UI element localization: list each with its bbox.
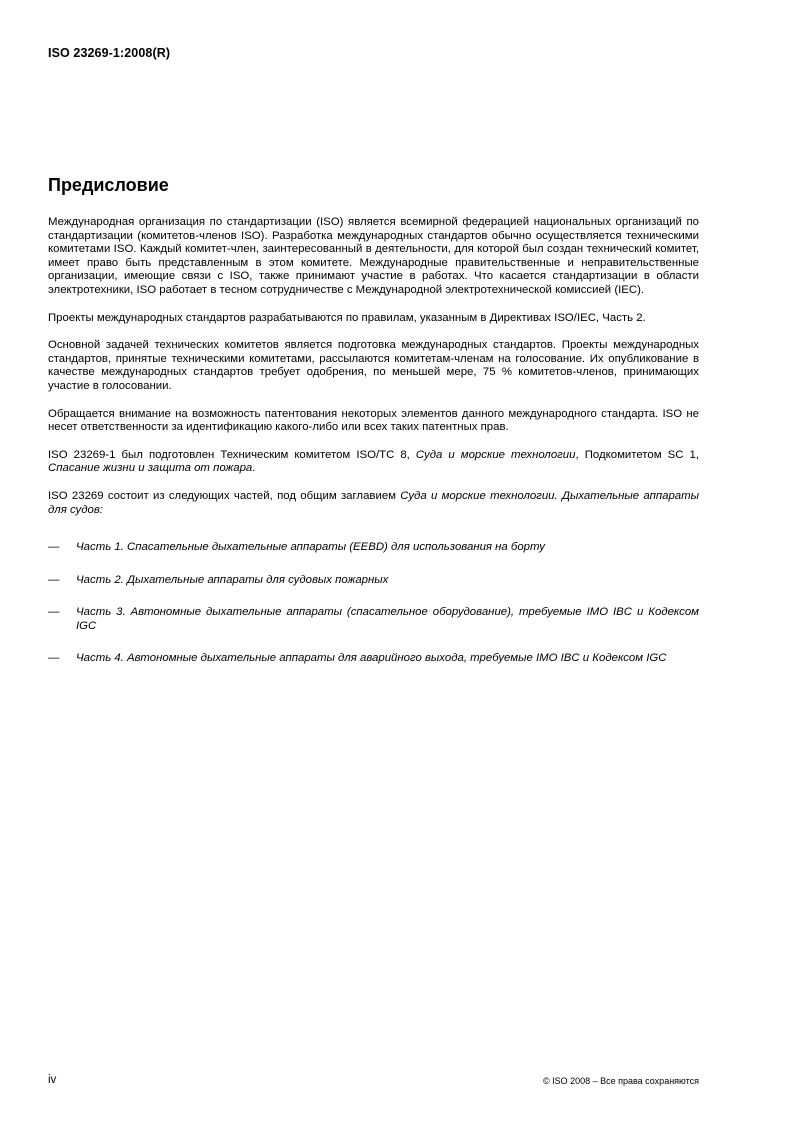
dash-bullet: — [48, 573, 60, 586]
document-id: ISO 23269-1:2008(R) [48, 46, 171, 60]
paragraph-5-text-c: , Подкомитетом SC 1, [575, 448, 699, 461]
foreword-body [48, 216, 699, 685]
list-item-text: Часть 1. Спасательные дыхательные аппараты (EEBD) для использования на борту [76, 541, 545, 554]
copyright-notice: © ISO 2008 – Все права сохраняются [542, 1076, 699, 1086]
list-item [48, 652, 699, 666]
dash-bullet: — [48, 541, 60, 554]
paragraph-2: Проекты международных стандартов разрабатываются по правилам, указанным в Директивах ISO/IEC, Часть 2. [48, 311, 646, 324]
paragraph-5-text-a: ISO 23269-1 был подготовлен Техническим комитетом ISO/TC 8, [48, 448, 416, 461]
paragraph-5 [48, 449, 699, 476]
list-item-text: Часть 3. Автономные дыхательные аппараты (спасательное оборудование), требуемые IMO IBC и Кодексом IGC [76, 606, 699, 632]
paragraph-4: Обращается внимание на возможность патентования некоторых элементов данного международного стандарта. ISO не несет ответственности за идентификацию какого-либо или всех таких патентных прав. [48, 407, 699, 434]
dash-bullet: — [48, 652, 60, 665]
list-item [48, 541, 699, 555]
page-number: iv [48, 1074, 57, 1086]
committee-title: Суда и морские технологии [415, 448, 576, 461]
list-item-text: Часть 2. Дыхательные аппараты для судовых пожарных [76, 573, 389, 586]
paragraph-6 [48, 490, 699, 517]
paragraph-3: Основной задачей технических комитетов является подготовка международных стандартов. Проекты международных стандартов, принятые техническими комитетами, рассылаются комитетам-членам на голосование. Их опубликование в качестве международных стандартов требует одобрения, по меньшей мере, 75 % комитетов-членов, принимающих участие в голосовании. [48, 339, 699, 392]
parts-list [48, 541, 699, 666]
list-item [48, 574, 699, 588]
general-title: Суда и морские технологии. Дыхательные аппараты для судов: [48, 489, 699, 516]
list-item-text: Часть 4. Автономные дыхательные аппараты для аварийного выхода, требуемые IMO IBC и Кодексом IGC [76, 652, 667, 665]
paragraph-5-text-e: . [252, 462, 256, 475]
paragraph-6-text-a: ISO 23269 состоит из следующих частей, под общим заглавием [48, 489, 401, 502]
dash-bullet: — [48, 606, 60, 619]
subcommittee-title: Спасание жизни и защита от пожара [48, 462, 253, 475]
list-item [48, 606, 699, 633]
paragraph-1: Международная организация по стандартизации (ISO) является всемирной федерацией национальных организаций по стандартизации (комитетов-членов ISO). Разработка международных стандартов обычно осуществляется техническими комитетами ISO. Каждый комитет-член, заинтересованный в деятельности, для которой был создан технический комитет, имеет право быть представленным в этом комитете. Международные правительственные и неправительственные организации, имеющие связи с ISO, также принимают участие в работах. Что касается стандартизации в области электротехники, ISO работает в тесном сотрудничестве с Международной электротехнической комиссией (IEC). [48, 216, 699, 296]
page-title: Предисловие [48, 175, 169, 195]
